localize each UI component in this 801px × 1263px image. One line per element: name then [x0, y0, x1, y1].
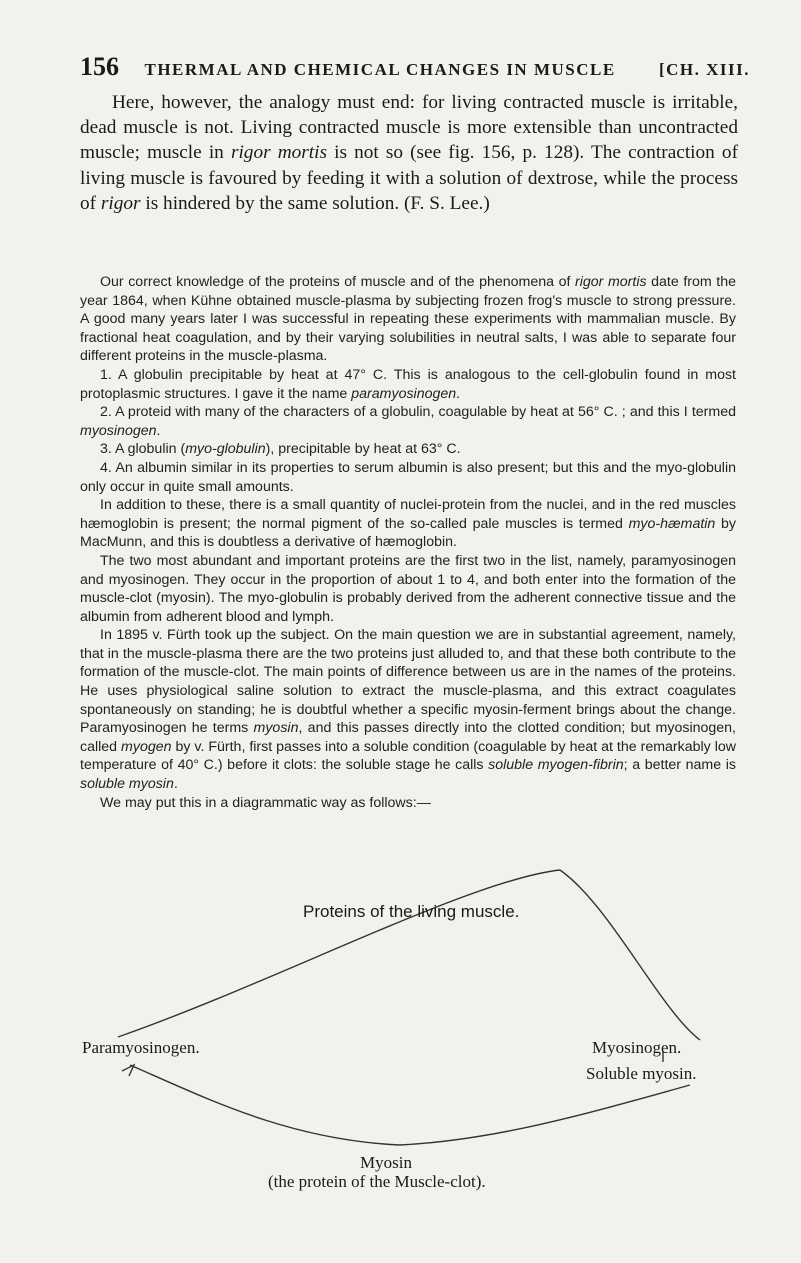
- emphasis: myosin: [253, 720, 299, 737]
- diagram-right-subnode: Soluble myosin.: [586, 1064, 697, 1083]
- diagram-bottom-node: Myosin: [360, 1153, 412, 1172]
- text-run: .: [173, 776, 178, 793]
- text-run: ; a better name is: [623, 757, 736, 774]
- page-number: 156: [80, 52, 119, 81]
- text-run: We may put this in a diagrammatic way as follows:—: [100, 794, 431, 811]
- diagram-bottom-caption: (the protein of the Muscle-clot).: [268, 1172, 486, 1191]
- text-run: 3. A globulin (: [100, 441, 186, 458]
- text-run: by v. Fürth, first passes into a soluble condition (coagulable by heat at the remarkably low temperature of 40° C.) before it clots: the soluble stage he calls: [80, 738, 737, 774]
- lead-emphasis: rigor mortis: [230, 142, 327, 164]
- emphasis: myogen: [121, 738, 172, 755]
- text-run: 2. A proteid with many of the characters of a globulin, coagulable by heat at 56° C. ; and this I termed: [100, 404, 736, 421]
- text-run: .: [456, 385, 461, 402]
- text-run: .: [156, 422, 161, 439]
- text-run: In 1895 v. Fürth took up the subject. On the main question we are in substantial agreement, namely, that in the muscle-plasma there are the two proteins just alluded to, and that these both contribute to the formation of the muscle-clot. The main points of difference between us are in the names of the proteins. He uses physiological saline solution to extract the muscle-plasma, and this extract coagulates spontaneously on standing; he is doubtful whether a specific myosin-ferment brings about the change. Paramyosinogen he terms: [80, 627, 736, 737]
- chapter-marker: [CH. XIII.: [658, 60, 750, 79]
- emphasis: myo-globulin: [185, 441, 266, 458]
- text-run: , and this passes directly into the clotted condition; but myosinogen, called: [80, 720, 736, 755]
- lead-text: Here, however, the analogy must end: for living contracted muscle is irritable, dead muscle is not. Living contracted muscle is more extensible than uncontracted muscle; muscle in: [80, 92, 738, 164]
- text-run: ), precipitable by heat at 63° C.: [265, 441, 461, 458]
- text-run: In addition to these, there is a small quantity of nuclei-protein from the nuclei, and in the red muscles hæmoglobin is present; the normal pigment of the so-called pale muscles is termed: [80, 497, 736, 532]
- text-run: 4. An albumin similar in its properties to serum albumin is also present; but this and the myo-globulin only occur in quite small amounts.: [80, 459, 736, 495]
- emphasis: myosinogen: [80, 422, 157, 439]
- running-title: THERMAL AND CHEMICAL CHANGES IN MUSCLE: [144, 60, 616, 79]
- emphasis: paramyosinogen: [351, 385, 457, 402]
- emphasis: myo-hæmatin: [628, 515, 716, 532]
- line-paramyosinogen-to-myosin: [130, 1065, 400, 1145]
- emphasis: soluble myosin: [80, 776, 174, 793]
- line-to-myosinogen: [560, 870, 700, 1040]
- line-to-paramyosinogen: [118, 870, 560, 1037]
- lead-emphasis: rigor: [100, 192, 141, 214]
- text-run: Our correct knowledge of the proteins of muscle and of the phenomena of: [100, 274, 575, 290]
- lead-text: is hindered by the same solution. (F. S. Lee.): [140, 192, 490, 214]
- diagram-left-node: Paramyosinogen.: [82, 1038, 200, 1057]
- text-run: date from the year 1864, when Kühne obtained muscle-plasma by subjecting frozen frog's muscle to strong pressure. A good many years later I was successful in repeating these experiments with mammalian muscle. By fractional heat coagulation, and by their varying solubilities in neutral salts, I was able to separate four different proteins in the muscle-plasma.: [80, 274, 736, 365]
- diagram-right-node: Myosinogen.: [592, 1038, 682, 1057]
- emphasis: soluble myogen-fibrin: [488, 757, 624, 774]
- diagram-title: Proteins of the living muscle.: [303, 902, 520, 921]
- line-soluble-myosin-to-myosin: [400, 1085, 690, 1145]
- text-run: by MacMunn, and this is doubtless a derivative of hæmoglobin.: [80, 515, 736, 551]
- lead-text: is not so (see fig. 156, p. 128). The contraction of living muscle is favoured by feeding it with a solution of dextrose, while the process of: [80, 142, 738, 214]
- emphasis: rigor mortis: [575, 274, 647, 290]
- arrow-head-icon: [122, 1065, 134, 1076]
- text-run: The two most abundant and important proteins are the first two in the list, namely, paramyosinogen and myosinogen. They occur in the proportion of about 1 to 4, and both enter into the formation of the muscle-clot (myosin). The myo-globulin is probably derived from the adherent connective tissue and the albumin from adherent blood and lymph.: [80, 552, 736, 625]
- text-run: 1. A globulin precipitable by heat at 47° C. This is analogous to the cell-globulin found in most protoplasmic structures. I gave it the name: [80, 366, 736, 402]
